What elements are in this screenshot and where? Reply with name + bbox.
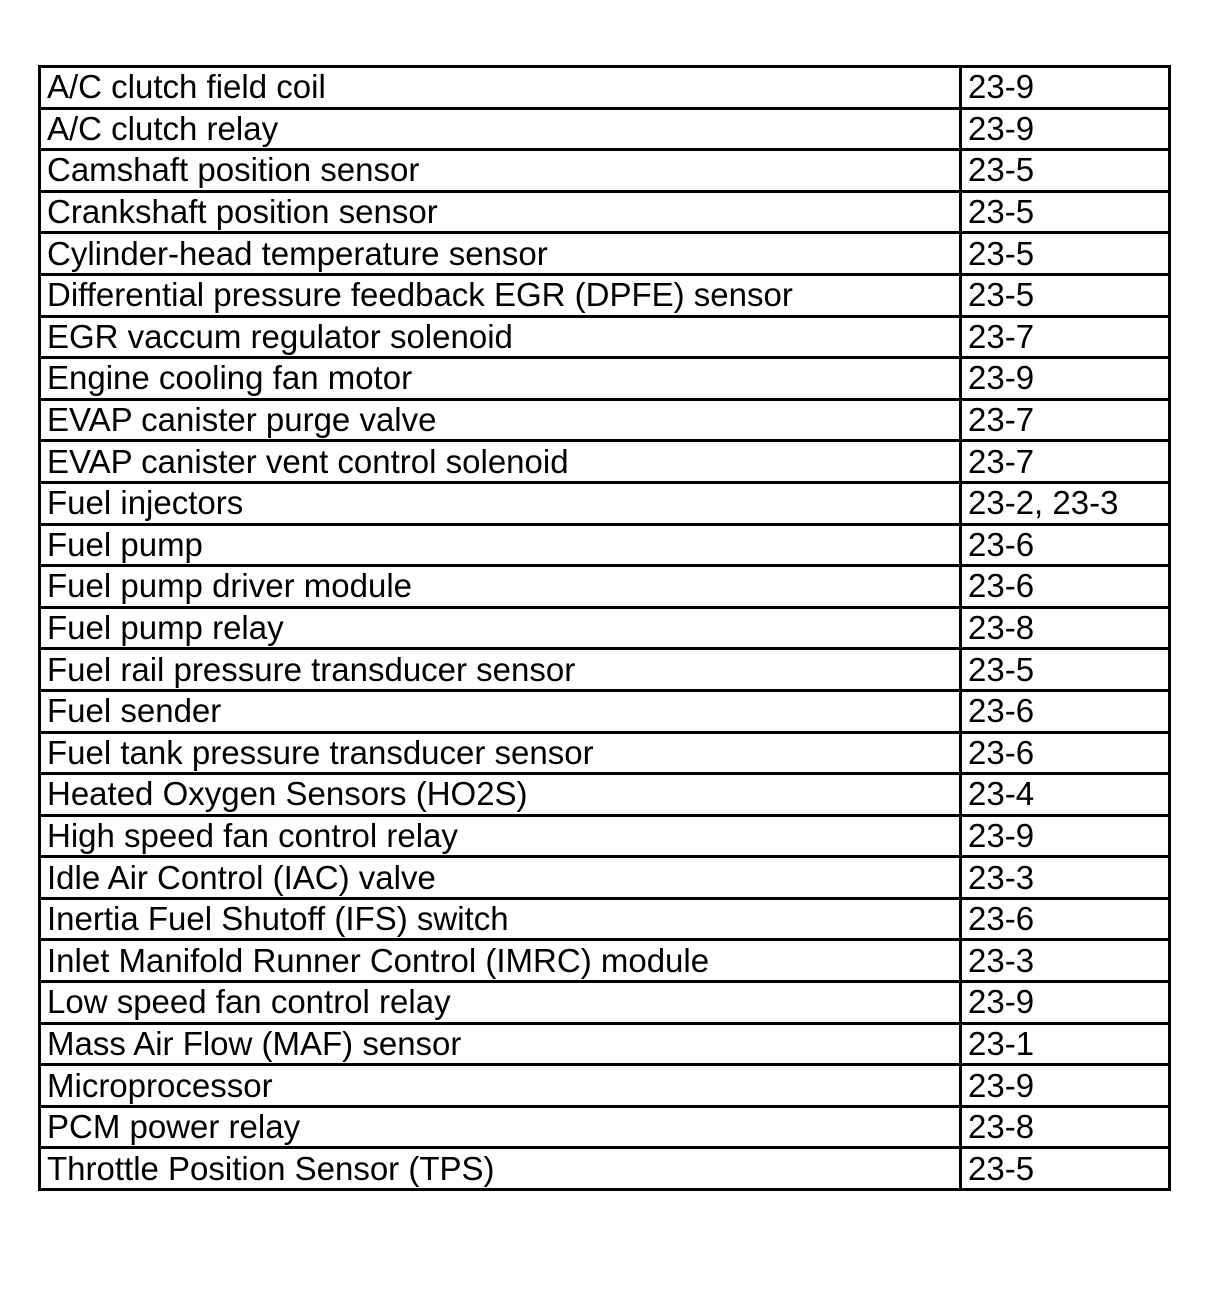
component-name-cell: EVAP canister purge valve (40, 399, 961, 441)
figure-reference-cell: 23-3 (961, 857, 1170, 899)
table-row (40, 441, 1170, 483)
component-name-cell: A/C clutch relay (40, 108, 961, 150)
figure-reference-cell: 23-5 (961, 649, 1170, 691)
table-row (40, 982, 1170, 1024)
figure-reference-cell: 23-8 (961, 607, 1170, 649)
figure-reference-cell: 23-1 (961, 1023, 1170, 1065)
figure-reference-cell: 23-6 (961, 524, 1170, 566)
figure-reference-cell: 23-6 (961, 732, 1170, 774)
table-row (40, 233, 1170, 275)
figure-reference-cell: 23-5 (961, 1148, 1170, 1190)
table-row (40, 358, 1170, 400)
component-name-cell: Mass Air Flow (MAF) sensor (40, 1023, 961, 1065)
table-body (40, 67, 1170, 1190)
figure-reference-cell: 23-2, 23-3 (961, 482, 1170, 524)
table-row (40, 857, 1170, 899)
component-name-cell: Crankshaft position sensor (40, 191, 961, 233)
table-row (40, 1148, 1170, 1190)
figure-reference-cell: 23-5 (961, 150, 1170, 192)
table-row (40, 108, 1170, 150)
component-name-cell: Throttle Position Sensor (TPS) (40, 1148, 961, 1190)
component-name-cell: A/C clutch field coil (40, 67, 961, 109)
component-name-cell: Microprocessor (40, 1065, 961, 1107)
table-row (40, 690, 1170, 732)
table-row (40, 191, 1170, 233)
component-name-cell: Cylinder-head temperature sensor (40, 233, 961, 275)
component-name-cell: Inertia Fuel Shutoff (IFS) switch (40, 898, 961, 940)
component-name-cell: Fuel sender (40, 690, 961, 732)
component-name-cell: High speed fan control relay (40, 815, 961, 857)
figure-reference-cell: 23-9 (961, 1065, 1170, 1107)
table-row (40, 316, 1170, 358)
component-name-cell: PCM power relay (40, 1106, 961, 1148)
component-index-sheet (38, 65, 1168, 1191)
table-row (40, 940, 1170, 982)
component-name-cell: Camshaft position sensor (40, 150, 961, 192)
figure-reference-cell: 23-8 (961, 1106, 1170, 1148)
table-row (40, 732, 1170, 774)
component-name-cell: Fuel pump relay (40, 607, 961, 649)
figure-reference-cell: 23-9 (961, 815, 1170, 857)
figure-reference-cell: 23-6 (961, 898, 1170, 940)
figure-reference-cell: 23-3 (961, 940, 1170, 982)
figure-reference-cell: 23-6 (961, 690, 1170, 732)
figure-reference-cell: 23-9 (961, 108, 1170, 150)
component-name-cell: Fuel injectors (40, 482, 961, 524)
component-name-cell: Differential pressure feedback EGR (DPFE) sensor (40, 274, 961, 316)
table-row (40, 566, 1170, 608)
figure-reference-cell: 23-7 (961, 399, 1170, 441)
component-name-cell: Fuel pump (40, 524, 961, 566)
figure-reference-cell: 23-9 (961, 982, 1170, 1024)
figure-reference-cell: 23-5 (961, 233, 1170, 275)
table-row (40, 1065, 1170, 1107)
table-row (40, 815, 1170, 857)
component-name-cell: Inlet Manifold Runner Control (IMRC) module (40, 940, 961, 982)
component-name-cell: EVAP canister vent control solenoid (40, 441, 961, 483)
component-name-cell: Heated Oxygen Sensors (HO2S) (40, 774, 961, 816)
table-row (40, 150, 1170, 192)
table-row (40, 524, 1170, 566)
figure-reference-cell: 23-7 (961, 441, 1170, 483)
figure-reference-cell: 23-5 (961, 274, 1170, 316)
component-name-cell: Idle Air Control (IAC) valve (40, 857, 961, 899)
figure-reference-cell: 23-9 (961, 67, 1170, 109)
table-row (40, 1106, 1170, 1148)
component-name-cell: Engine cooling fan motor (40, 358, 961, 400)
figure-reference-cell: 23-4 (961, 774, 1170, 816)
component-name-cell: Fuel pump driver module (40, 566, 961, 608)
table-row (40, 898, 1170, 940)
table-row (40, 1023, 1170, 1065)
component-name-cell: Fuel tank pressure transducer sensor (40, 732, 961, 774)
figure-reference-cell: 23-9 (961, 358, 1170, 400)
table-row (40, 482, 1170, 524)
table-row (40, 67, 1170, 109)
figure-reference-cell: 23-6 (961, 566, 1170, 608)
figure-reference-cell: 23-5 (961, 191, 1170, 233)
table-row (40, 649, 1170, 691)
table-row (40, 774, 1170, 816)
component-index-table (38, 65, 1171, 1191)
component-name-cell: Low speed fan control relay (40, 982, 961, 1024)
component-name-cell: Fuel rail pressure transducer sensor (40, 649, 961, 691)
table-row (40, 274, 1170, 316)
table-row (40, 607, 1170, 649)
table-row (40, 399, 1170, 441)
component-name-cell: EGR vaccum regulator solenoid (40, 316, 961, 358)
figure-reference-cell: 23-7 (961, 316, 1170, 358)
